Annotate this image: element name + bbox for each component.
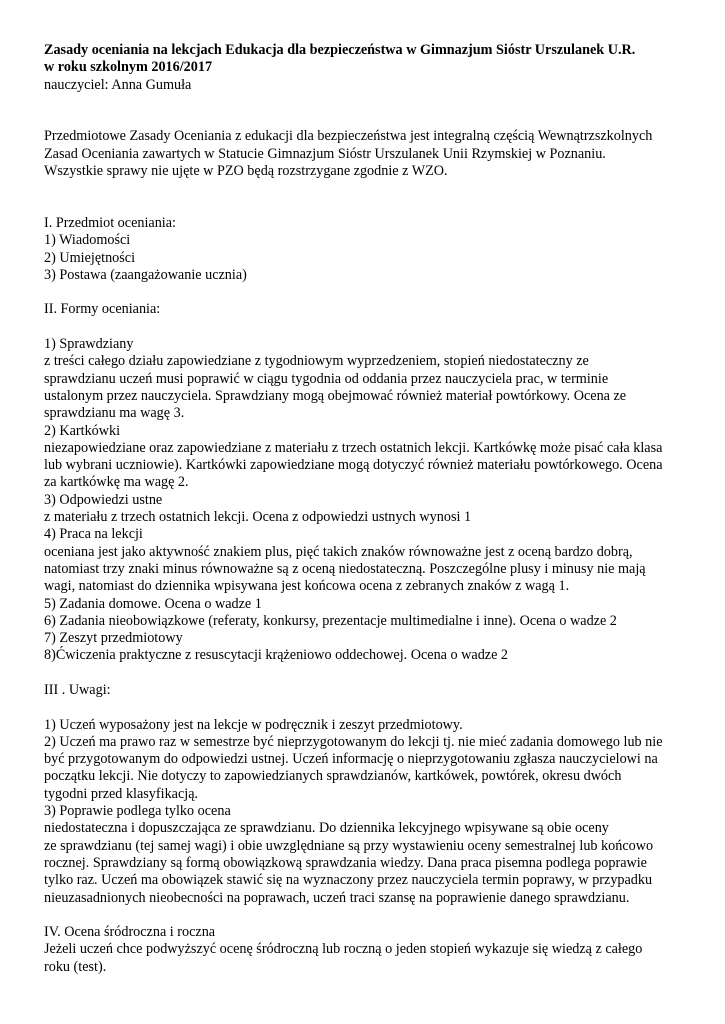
section-heading: I. Przedmiot oceniania:: [44, 214, 176, 231]
intro-line: Zasad Oceniania zawartych w Statucie Gimnazjum Sióstr Urszulanek Unii Rzymskiej w Poznaniu.: [44, 145, 606, 162]
text-line: 1) Uczeń wyposażony jest na lekcje w podręcznik i zeszyt przedmiotowy.: [44, 716, 463, 733]
text-line: sprawdzianu uczeń musi poprawić w ciągu tygodnia od oddania przez nauczyciela prac, w terminie: [44, 370, 609, 387]
text-line: 6) Zadania nieobowiązkowe (referaty, konkursy, prezentacje multimedialne i inne). Ocena o wadze 2: [44, 612, 617, 629]
section-3: [44, 682, 714, 907]
text-line: 3) Poprawie podlega tylko ocena: [44, 803, 231, 820]
section-1: [44, 215, 714, 284]
text-line: z materiału z trzech ostatnich lekcji. Ocena z odpowiedzi ustnych wynosi 1: [44, 509, 472, 526]
document-title-line-2: w roku szkolnym 2016/2017: [44, 59, 213, 76]
section-heading: III . Uwagi:: [44, 681, 111, 698]
text-line: 4) Praca na lekcji: [44, 526, 143, 543]
text-line: roku (test).: [44, 958, 107, 975]
text-line: za kartkówkę ma wagę 2.: [44, 474, 189, 491]
list-item: 1) Wiadomości: [44, 232, 131, 249]
text-line: niedostateczna i dopuszczająca ze sprawdzianu. Do dziennika lekcyjnego wpisywane są obie oceny: [44, 820, 609, 837]
text-line: 2) Uczeń ma prawo raz w semestrze być nieprzygotowanym do lekcji tj. nie mieć zadania domowego lub nie: [44, 733, 663, 750]
text-line: 2) Kartkówki: [44, 422, 121, 439]
text-line: 8)Ćwiczenia praktyczne z resuscytacji krążeniowo oddechowej. Ocena o wadze 2: [44, 647, 509, 664]
text-line: oceniana jest jako aktywność znakiem plus, pięć takich znaków równoważne jest z oceną bardzo dobrą,: [44, 543, 633, 560]
list-item: 3) Postawa (zaangażowanie ucznia): [44, 266, 247, 283]
text-line: być przygotowanym do odpowiedzi ustnej. Uczeń informację o nieprzygotowaniu zgłasza nauczycielowi na: [44, 751, 658, 768]
text-line: natomiast trzy znaki minus równoważne są z oceną niedostateczną. Poszczególne plusy i minusy nie mają: [44, 560, 646, 577]
section-4: [44, 924, 714, 976]
list-item: 2) Umiejętności: [44, 249, 136, 266]
text-line: 7) Zeszyt przedmiotowy: [44, 630, 183, 647]
text-line: 1) Sprawdziany: [44, 336, 134, 353]
intro-paragraph: [44, 128, 714, 180]
section-heading: IV. Ocena śródroczna i roczna: [44, 924, 216, 941]
text-line: sprawdzianu ma wagę 3.: [44, 405, 185, 422]
text-line: lub wybrani uczniowie). Kartkówki zapowiedziane mogą dotyczyć również materiału powtórkowego. Ocena: [44, 457, 663, 474]
section-2: [44, 301, 714, 664]
text-line: z treści całego działu zapowiedziane z tygodniowym wyprzedzeniem, stopień niedostateczny ze: [44, 353, 589, 370]
text-line: 3) Odpowiedzi ustne: [44, 491, 163, 508]
text-line: tylko raz. Uczeń ma obowiązek stawić się na wyznaczony przez nauczyciela termin poprawy, w przypadku: [44, 872, 653, 889]
text-line: początku lekcji. Nie dotyczy to zapowiedzianych sprawdzianów, kartkówek, powtórek, okresu dwóch: [44, 768, 622, 785]
text-line: niezapowiedziane oraz zapowiedziane z materiału z trzech ostatnich lekcji. Kartkówkę może pisać cała klasa: [44, 439, 663, 456]
text-line: ustalonym przez nauczyciela. Sprawdziany mogą obejmować również materiał powtórkowy. Ocena ze: [44, 387, 627, 404]
text-line: rocznej. Sprawdziany są formą obowiązkową sprawdzania wiedzy. Dana praca pisemna podlega poprawie: [44, 854, 647, 871]
teacher-name: nauczyciel: Anna Gumuła: [44, 76, 192, 93]
intro-line: Przedmiotowe Zasady Oceniania z edukacji dla bezpieczeństwa jest integralną częścią Wewnątrzszkolnych: [44, 128, 653, 145]
text-line: 5) Zadania domowe. Ocena o wadze 1: [44, 595, 262, 612]
text-line: wagi, natomiast do dziennika wpisywana jest końcowa ocena z zebranych znaków z wagą 1.: [44, 578, 570, 595]
document-page: [44, 42, 714, 976]
document-title-line-1: Zasady oceniania na lekcjach Edukacja dla bezpieczeństwa w Gimnazjum Sióstr Urszulanek U.R.: [44, 42, 636, 58]
text-line: ze sprawdzianu (tej samej wagi) i obie uwzględniane są przy wystawieniu oceny semestralnej lub końcowo: [44, 837, 654, 854]
section-heading: II. Formy oceniania:: [44, 301, 161, 318]
text-line: nieuzasadnionych nieobecności na poprawach, uczeń traci szansę na poprawienie danego sprawdzianu.: [44, 889, 630, 906]
text-line: tygodni przed klasyfikacją.: [44, 785, 199, 802]
intro-line: Wszystkie sprawy nie ujęte w PZO będą rozstrzygane zgodnie z WZO.: [44, 163, 448, 180]
text-line: Jeżeli uczeń chce podwyższyć ocenę śródroczną lub roczną o jeden stopień wykazuje się wiedzą z całego: [44, 941, 643, 958]
